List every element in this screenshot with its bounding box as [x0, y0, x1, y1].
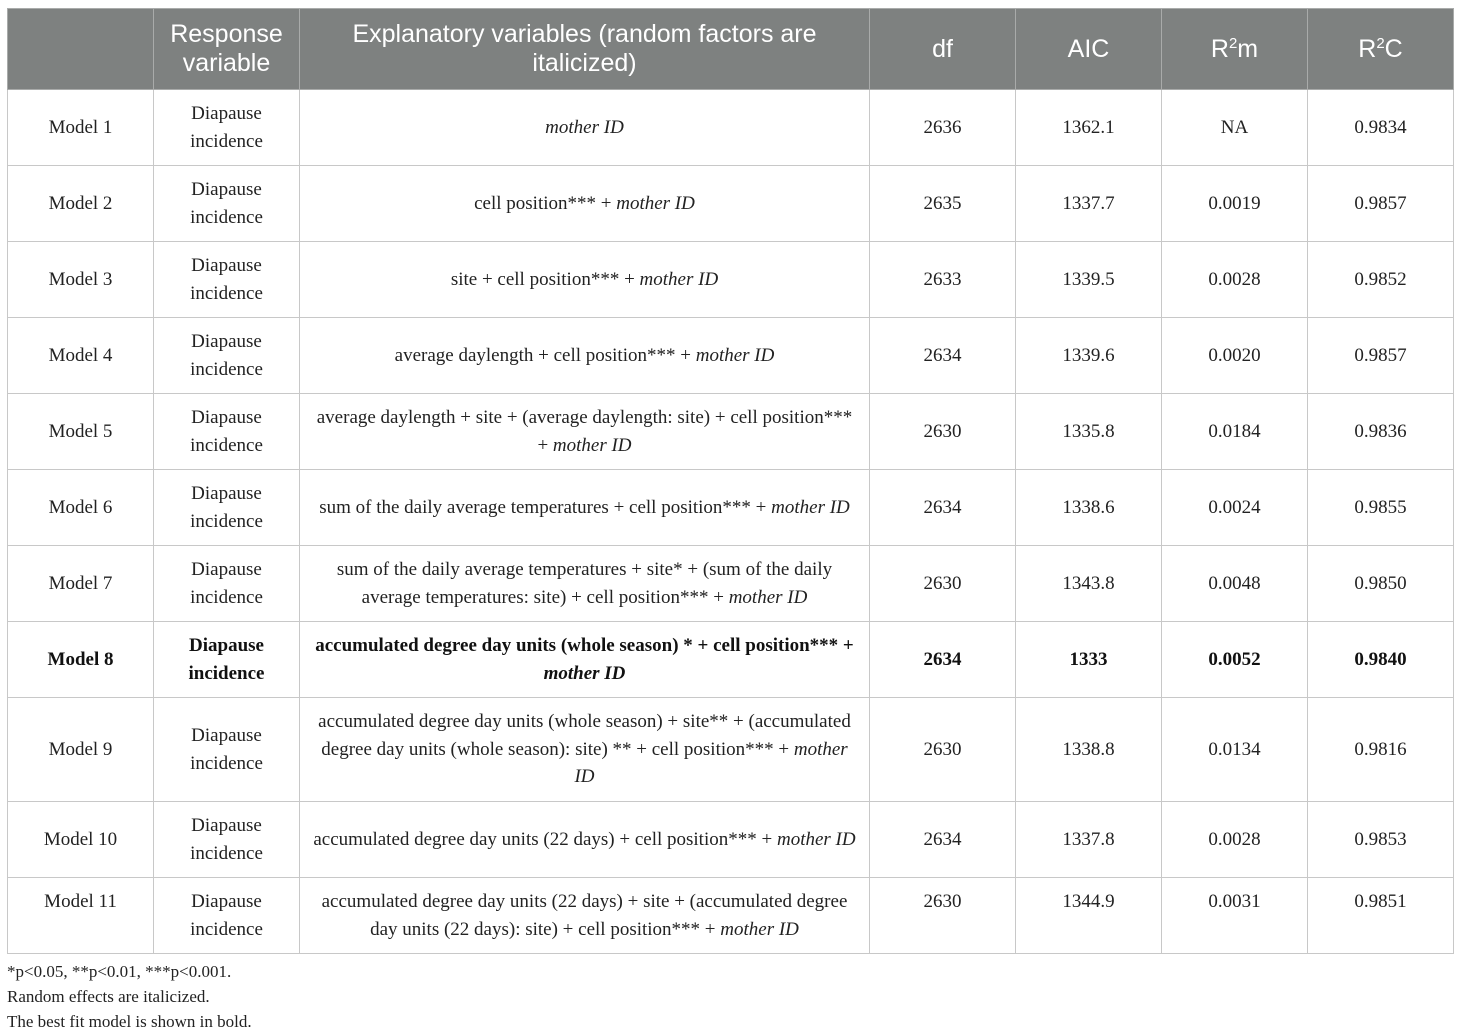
header-r2m [1162, 9, 1308, 90]
model-cell: Model 4 [8, 318, 154, 394]
r2m-cell: 0.0020 [1162, 318, 1308, 394]
explanatory-cell [300, 90, 870, 166]
aic-cell: 1343.8 [1016, 546, 1162, 622]
model-cell: Model 10 [8, 802, 154, 878]
aic-cell: 1338.8 [1016, 698, 1162, 802]
fixed-effects: average daylength + cell position*** + [394, 344, 696, 366]
table-row [8, 242, 1454, 318]
model-cell: Model 1 [8, 90, 154, 166]
table-row [8, 878, 1454, 954]
r2c-suffix: C [1384, 34, 1403, 63]
table-row [8, 394, 1454, 470]
model-cell: Model 11 [8, 878, 154, 954]
model-cell: Model 3 [8, 242, 154, 318]
model-cell: Model 8 [8, 622, 154, 698]
explanatory-cell [300, 622, 870, 698]
header-df: df [870, 9, 1016, 90]
aic-cell: 1339.6 [1016, 318, 1162, 394]
explanatory-cell [300, 698, 870, 802]
header-explanatory-variables: Explanatory variables (random factors are italicized) [300, 9, 870, 90]
fixed-effects: accumulated degree day units (22 days) + site + (accumulated degree day units (22 days): site) + cell position*** + [321, 891, 848, 940]
model-cell: Model 6 [8, 470, 154, 546]
r2m-suffix: m [1237, 34, 1259, 63]
explanatory-cell [300, 166, 870, 242]
footnote-significance: *p<0.05, **p<0.01, ***p<0.001. [7, 962, 232, 981]
df-cell: 2630 [870, 698, 1016, 802]
df-cell: 2634 [870, 318, 1016, 394]
response-cell: Diapause incidence [154, 622, 300, 698]
random-effect: mother ID [552, 434, 632, 456]
aic-cell: 1339.5 [1016, 242, 1162, 318]
aic-cell: 1344.9 [1016, 878, 1162, 954]
fixed-effects: accumulated degree day units (22 days) + cell position*** + [313, 828, 777, 850]
table-footnotes [7, 959, 252, 1034]
r2c-cell: 0.9853 [1308, 802, 1454, 878]
r2m-cell: 0.0024 [1162, 470, 1308, 546]
df-cell: 2630 [870, 394, 1016, 470]
table-row [8, 470, 1454, 546]
r2m-cell: NA [1162, 90, 1308, 166]
table-row [8, 622, 1454, 698]
r2c-cell: 0.9855 [1308, 470, 1454, 546]
header-aic: AIC [1016, 9, 1162, 90]
r2m-cell: 0.0048 [1162, 546, 1308, 622]
r2c-cell: 0.9850 [1308, 546, 1454, 622]
model-comparison-table-container [7, 8, 1453, 954]
r2c-cell: 0.9840 [1308, 622, 1454, 698]
model-cell: Model 9 [8, 698, 154, 802]
fixed-effects: accumulated degree day units (whole season) + site** + (accumulated degree day units (whole season): site) ** + cell position*** + [318, 711, 851, 760]
explanatory-cell [300, 546, 870, 622]
df-cell: 2634 [870, 802, 1016, 878]
random-effect: mother ID [728, 586, 808, 608]
aic-cell: 1335.8 [1016, 394, 1162, 470]
r2c-cell: 0.9857 [1308, 166, 1454, 242]
aic-cell: 1333 [1016, 622, 1162, 698]
table-row [8, 698, 1454, 802]
random-effect: mother ID [720, 918, 799, 940]
df-cell: 2634 [870, 622, 1016, 698]
explanatory-cell [300, 878, 870, 954]
r2c-cell: 0.9857 [1308, 318, 1454, 394]
r2m-cell: 0.0184 [1162, 394, 1308, 470]
aic-cell: 1337.7 [1016, 166, 1162, 242]
response-cell: Diapause incidence [154, 546, 300, 622]
explanatory-cell [300, 318, 870, 394]
r2c-base: R [1358, 34, 1377, 63]
table-body [8, 90, 1454, 954]
response-cell: Diapause incidence [154, 878, 300, 954]
table-row [8, 318, 1454, 394]
df-cell: 2630 [870, 546, 1016, 622]
random-effect: mother ID [616, 192, 695, 214]
fixed-effects: site + cell position*** + [450, 268, 640, 290]
random-effect: mother ID [776, 828, 856, 850]
r2c-cell: 0.9836 [1308, 394, 1454, 470]
table-header-row [8, 9, 1454, 90]
r2m-cell: 0.0052 [1162, 622, 1308, 698]
r2m-cell: 0.0019 [1162, 166, 1308, 242]
explanatory-cell [300, 470, 870, 546]
explanatory-cell [300, 242, 870, 318]
response-cell: Diapause incidence [154, 698, 300, 802]
r2m-base: R [1210, 34, 1229, 63]
header-response-variable: Response variable [154, 9, 300, 90]
df-cell: 2633 [870, 242, 1016, 318]
r2m-superscript: 2 [1228, 34, 1238, 52]
response-cell: Diapause incidence [154, 242, 300, 318]
random-effect: mother ID [545, 116, 624, 138]
response-cell: Diapause incidence [154, 802, 300, 878]
r2m-cell: 0.0028 [1162, 802, 1308, 878]
r2m-cell: 0.0028 [1162, 242, 1308, 318]
aic-cell: 1362.1 [1016, 90, 1162, 166]
response-cell: Diapause incidence [154, 318, 300, 394]
aic-cell: 1337.8 [1016, 802, 1162, 878]
table-row [8, 802, 1454, 878]
footnote-best-model: The best fit model is shown in bold. [7, 1012, 252, 1031]
fixed-effects: sum of the daily average temperatures + cell position*** + [319, 496, 772, 518]
table-row [8, 90, 1454, 166]
random-effect: mother ID [771, 496, 850, 518]
df-cell: 2634 [870, 470, 1016, 546]
header-r2c [1308, 9, 1454, 90]
random-effect: mother ID [695, 344, 775, 366]
header-model [8, 9, 154, 90]
model-cell: Model 2 [8, 166, 154, 242]
r2c-cell: 0.9852 [1308, 242, 1454, 318]
fixed-effects: sum of the daily average temperatures + site* + (sum of the daily average temperatures: site) + cell position*** + [336, 559, 833, 608]
model-comparison-table [7, 8, 1454, 954]
r2m-cell: 0.0031 [1162, 878, 1308, 954]
random-effect: mother ID [639, 268, 719, 290]
r2c-cell: 0.9816 [1308, 698, 1454, 802]
table-row [8, 546, 1454, 622]
random-effect: mother ID [574, 738, 848, 788]
explanatory-cell [300, 802, 870, 878]
response-cell: Diapause incidence [154, 394, 300, 470]
random-effect: mother ID [543, 662, 626, 684]
explanatory-cell [300, 394, 870, 470]
footnote-random-effects: Random effects are italicized. [7, 987, 210, 1006]
model-cell: Model 5 [8, 394, 154, 470]
response-cell: Diapause incidence [154, 90, 300, 166]
fixed-effects: cell position*** + [474, 192, 617, 214]
r2c-cell: 0.9834 [1308, 90, 1454, 166]
model-cell: Model 7 [8, 546, 154, 622]
r2c-cell: 0.9851 [1308, 878, 1454, 954]
df-cell: 2635 [870, 166, 1016, 242]
df-cell: 2630 [870, 878, 1016, 954]
fixed-effects: average daylength + site + (average daylength: site) + cell position*** + [316, 407, 853, 456]
response-cell: Diapause incidence [154, 166, 300, 242]
response-cell: Diapause incidence [154, 470, 300, 546]
df-cell: 2636 [870, 90, 1016, 166]
r2m-cell: 0.0134 [1162, 698, 1308, 802]
fixed-effects: accumulated degree day units (whole season) * + cell position*** + [315, 635, 854, 656]
r2c-superscript: 2 [1376, 34, 1385, 52]
aic-cell: 1338.6 [1016, 470, 1162, 546]
table-row [8, 166, 1454, 242]
